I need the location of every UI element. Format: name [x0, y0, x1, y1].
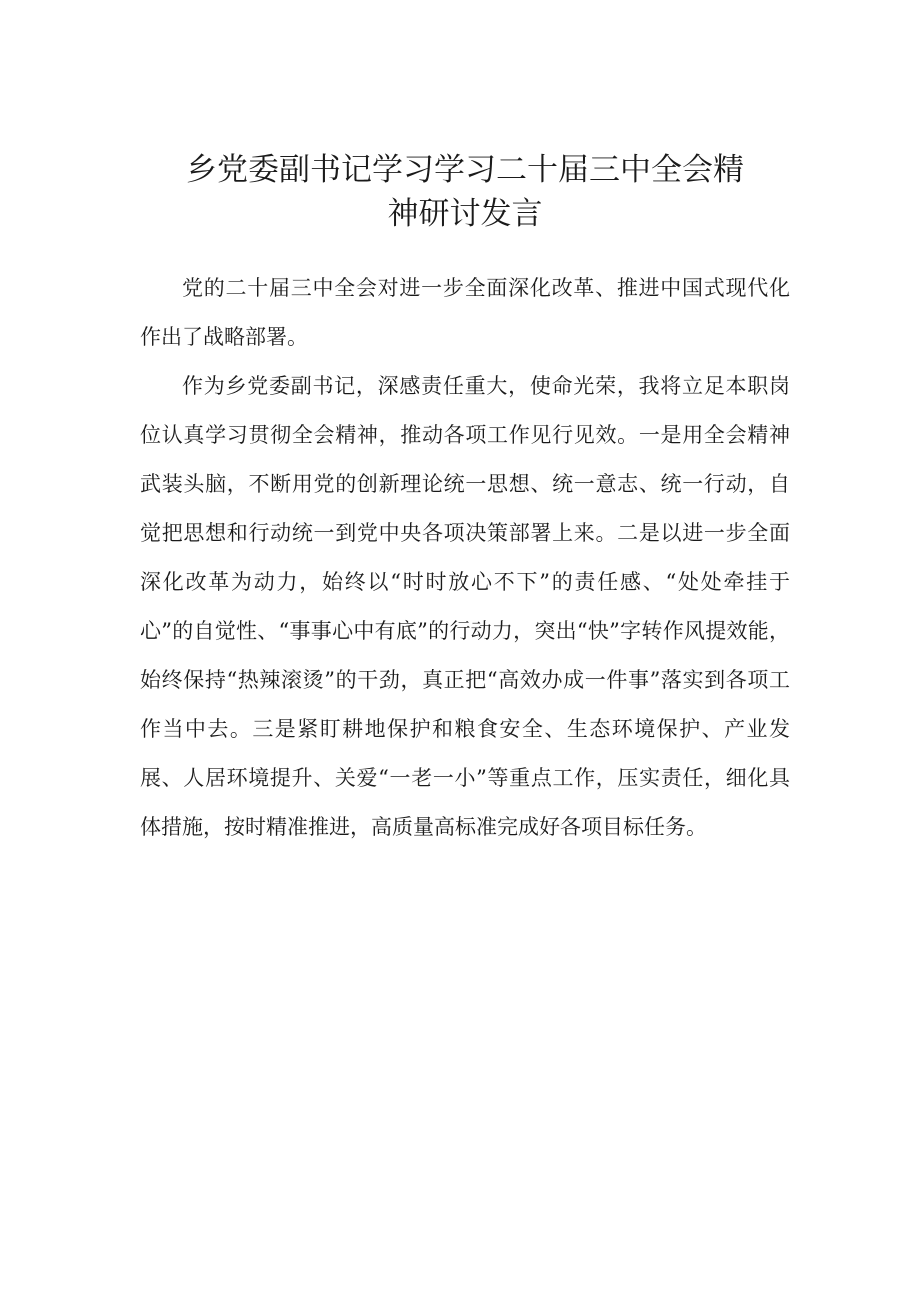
paragraph-2: 作为乡党委副书记，深感责任重大，使命光荣，我将立足本职岗位认真学习贯彻全会精神，推动各项工作见行见效。一是用全会精神武装头脑，不断用党的创新理论统一思想、统一意志、统一行动，自觉把思想和行动统一到党中央各项决策部署上来。二是以进一步全面深化改革为动力，始终以“时时放心不下”的责任感、“处处牵挂于心”的自觉性、“事事心中有底”的行动力，突出“快”字转作风提效能，始终保持“热辣滚烫”的干劲，真正把“高效办成一件事”落实到各项工作当中去。三是紧盯耕地保护和粮食安全、生态环境保护、产业发展、人居环境提升、关爱“一老一小”等重点工作，压实责任，细化具体措施，按时精准推进，高质量高标准完成好各项目标任务。 [140, 374, 790, 839]
paragraph-1: 党的二十届三中全会对进一步全面深化改革、推进中国式现代化作出了战略部署。 [140, 276, 790, 349]
document-title [140, 148, 790, 236]
title-line-1: 乡党委副书记学习学习二十届三中全会精 [186, 152, 744, 188]
document-body [140, 264, 790, 852]
title-line-2: 神研讨发言 [387, 196, 543, 232]
